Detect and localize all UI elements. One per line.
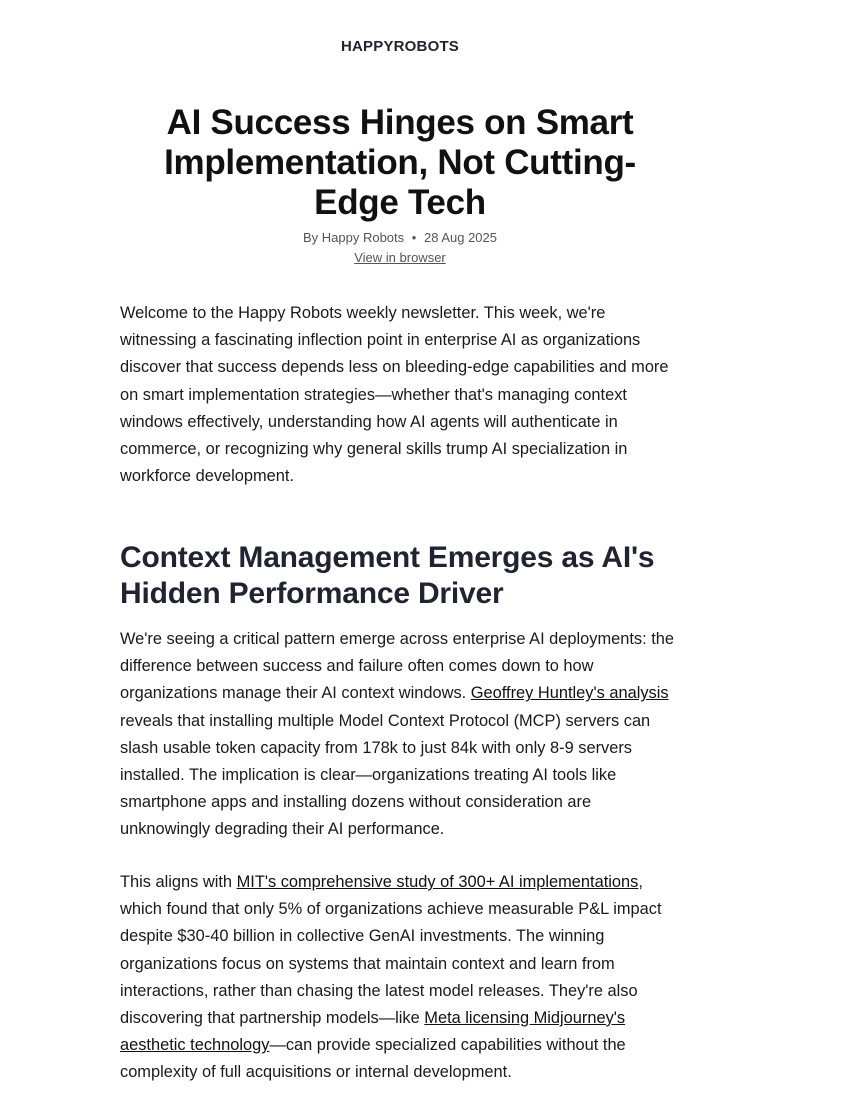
paragraph-text: We're seeing a critical pattern emerge across enterprise AI deployments: the difference between success and failure often comes down to how organizations manage their AI context windows.: [120, 630, 675, 703]
paragraph-text: , which found that only 5% of organizations achieve measurable P&L impact despite $30-40 billion in collective GenAI investments. The winning organizations focus on systems that maintain context and learn from interactions, rather than chasing the latest model releases. They're also discovering that partnership models—like: [120, 873, 662, 1028]
byline-date: 28 Aug 2025: [423, 230, 497, 245]
paragraph-text: reveals that installing multiple Model Context Protocol (MCP) servers can slash usable token capacity from 178k to just 84k with only 8-9 servers installed. The implication is clear—organizations treating AI tools like smartphone apps and installing dozens without consideration are unknowingly degrading their AI performance.: [120, 711, 651, 839]
article-title: AI Success Hinges on Smart Implementation, Not Cutting-Edge Tech: [164, 103, 636, 222]
view-in-browser-link[interactable]: View in browser: [354, 250, 446, 265]
view-in-browser-row: [0, 250, 800, 265]
paragraph-text: —can provide specialized capabilities without the complexity of full acquisitions or internal development.: [120, 1036, 626, 1082]
byline: [0, 230, 800, 245]
intro-paragraph: Welcome to the Happy Robots weekly newsletter. This week, we're witnessing a fascinating inflection point in enterprise AI as organizations discover that success depends less on bleeding-edge capabilities and more on smart implementation strategies—whether that's managing context windows effectively, understanding how AI agents will authenticate in commerce, or recognizing why general skills trump AI specialization in workforce development.: [120, 304, 669, 486]
huntley-analysis-link[interactable]: Geoffrey Huntley's analysis: [470, 684, 669, 703]
section-heading: Context Management Emerges as AI's Hidden Performance Driver: [120, 541, 655, 610]
paragraph-text: This aligns with: [120, 873, 237, 891]
meta-midjourney-link[interactable]: Meta licensing Midjourney's aesthetic technology: [120, 1009, 626, 1055]
brand-name[interactable]: HAPPYROBOTS: [340, 38, 460, 55]
byline-separator: •: [411, 230, 417, 245]
mit-study-link[interactable]: MIT's comprehensive study of 300+ AI implementations: [236, 873, 639, 891]
section-paragraph-1: [120, 626, 676, 844]
byline-author: By Happy Robots: [302, 230, 405, 245]
section-paragraph-2: [120, 869, 676, 1087]
